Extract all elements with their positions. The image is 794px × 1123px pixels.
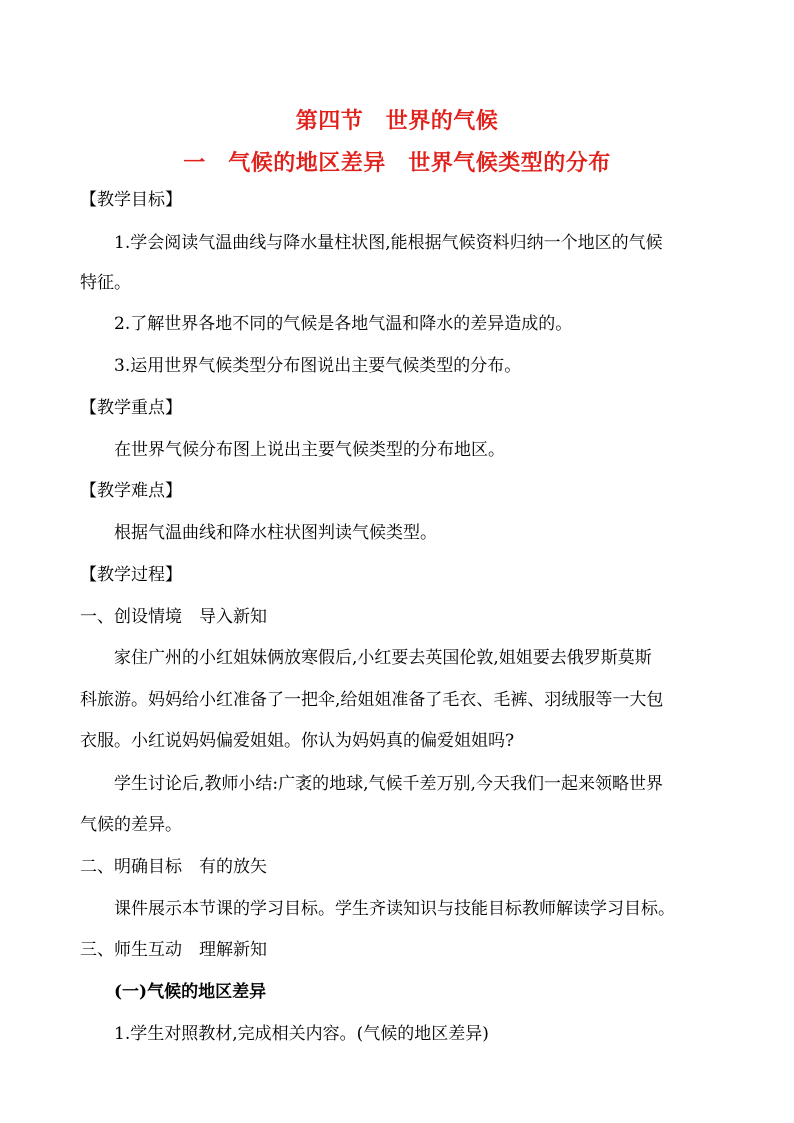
story-line-1: 家住广州的小红姐妹俩放寒假后,小红要去英国伦敦,姐姐要去俄罗斯莫斯 <box>114 648 652 668</box>
subsection-heading: (一)气候的地区差异 <box>114 982 267 1002</box>
heading-key-points: 【教学重点】 <box>80 398 182 418</box>
summary-line-1: 学生讨论后,教师小结:广袤的地球,气候千差万别,今天我们一起来领略世界 <box>114 774 663 794</box>
key-point-text: 在世界气候分布图上说出主要气候类型的分布地区。 <box>114 440 505 460</box>
step-1-heading: 一、创设情境 导入新知 <box>80 607 267 627</box>
subsection-item-1: 1.学生对照教材,完成相关内容。(气候的地区差异) <box>114 1024 489 1044</box>
heading-difficulties: 【教学难点】 <box>80 481 182 501</box>
heading-teaching-goals: 【教学目标】 <box>80 190 182 210</box>
goal-1-line-1: 1.学会阅读气温曲线与降水量柱状图,能根据气候资料归纳一个地区的气候 <box>114 233 663 253</box>
step-2-text: 课件展示本节课的学习目标。学生齐读知识与技能目标教师解读学习目标。 <box>114 899 675 919</box>
difficulty-text: 根据气温曲线和降水柱状图判读气候类型。 <box>114 523 437 543</box>
summary-line-2: 气候的差异。 <box>80 815 182 835</box>
story-line-2: 科旅游。妈妈给小红准备了一把伞,给姐姐准备了毛衣、毛裤、羽绒服等一大包 <box>80 690 664 710</box>
section-subtitle: 一 气候的地区差异 世界气候类型的分布 <box>183 151 611 176</box>
step-3-heading: 三、师生互动 理解新知 <box>80 940 267 960</box>
story-line-3: 衣服。小红说妈妈偏爱姐姐。你认为妈妈真的偏爱姐姐吗? <box>80 731 515 751</box>
goal-2: 2.了解世界各地不同的气候是各地气温和降水的差异造成的。 <box>114 314 573 334</box>
goal-3: 3.运用世界气候类型分布图说出主要气候类型的分布。 <box>114 356 522 376</box>
step-2-heading: 二、明确目标 有的放矢 <box>80 857 267 877</box>
section-title: 第四节 世界的气候 <box>295 109 499 134</box>
heading-process: 【教学过程】 <box>80 565 182 585</box>
goal-1-line-2: 特征。 <box>80 273 131 293</box>
